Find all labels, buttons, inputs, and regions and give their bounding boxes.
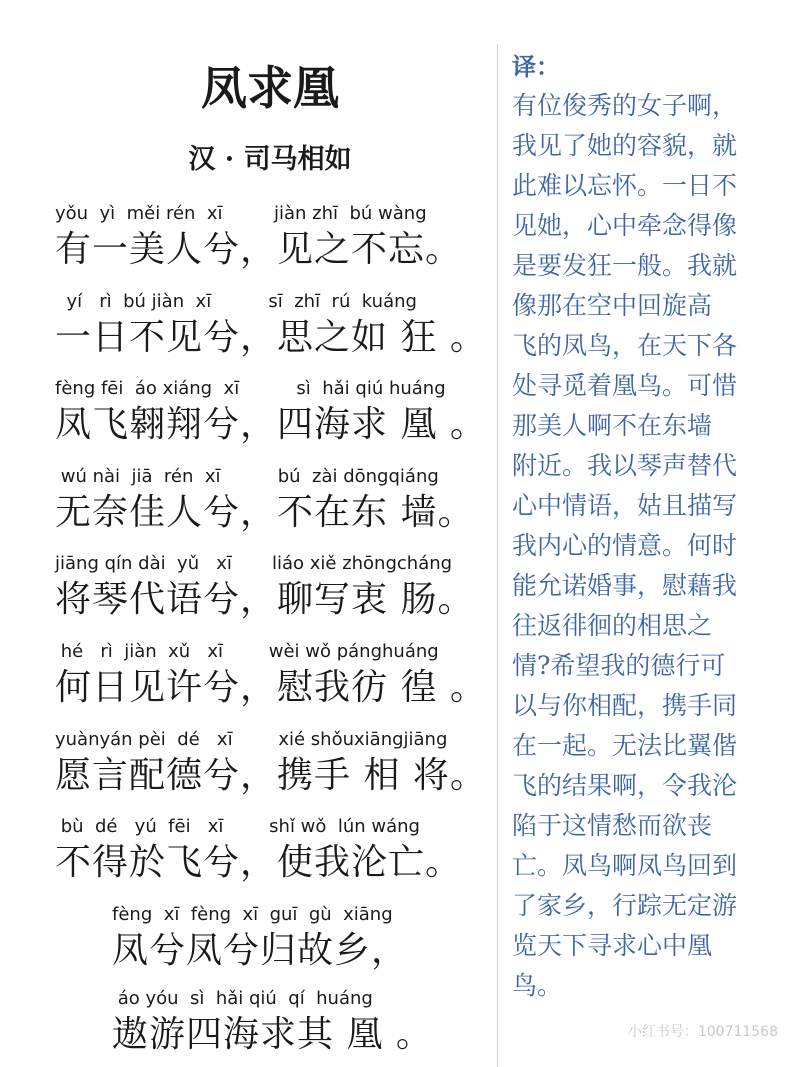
translation-row: 有位俊秀的女子啊， — [512, 91, 738, 120]
hanzi-row: 凤兮凤兮归故乡， — [112, 930, 409, 971]
poem-line — [55, 728, 487, 800]
poem-line — [55, 552, 474, 624]
translation-row: 心中情语，姑且描写 — [512, 491, 738, 520]
translation-row: 附近。我以琴声替代 — [512, 451, 738, 480]
watermark-text: 小红书号：100711568 — [627, 1024, 778, 1040]
translation-row: 此难以忘怀。一日不 — [512, 171, 738, 200]
pinyin-row: fèng xī fèng xī guī gù xiāng — [112, 904, 393, 925]
hanzi-row: 凤飞翱翔兮，四海求 凰 。 — [55, 404, 487, 445]
translation-row: 见她，心中牵念得像 — [512, 211, 738, 240]
hanzi-row: 有一美人兮，见之不忘。 — [55, 229, 463, 270]
hanzi-row: 无奈佳人兮，不在东 墙。 — [55, 492, 475, 533]
poem-line — [112, 987, 433, 1059]
translation-row: 亡。凤鸟啊凤鸟回到 — [512, 851, 738, 880]
pinyin-row: áo yóu sì hǎi qiú qí huáng — [112, 988, 373, 1009]
translation-row: 飞的凤鸟，在天下各 — [512, 331, 738, 360]
translation-panel — [512, 48, 752, 1006]
poem-line — [55, 815, 462, 887]
translation-label: 译： — [512, 52, 560, 81]
translation-row: 在一起。无法比翼偕 — [512, 731, 738, 760]
translation-row: 像那在空中回旋高 — [512, 291, 713, 320]
pinyin-row: jiāng qín dài yǔ xī liáo xiě zhōngcháng — [55, 553, 453, 574]
translation-row: 览天下寻求心中凰 — [512, 931, 713, 960]
hanzi-row: 何日见许兮，慰我彷 徨 。 — [55, 667, 487, 708]
column-divider — [497, 44, 498, 1067]
translation-row: 我见了她的容貌，就 — [512, 131, 738, 160]
hanzi-row: 愿言配德兮，携手 相 将。 — [55, 755, 487, 796]
pinyin-row: yuànyán pèi dé xī xié shǒuxiāngjiāng — [55, 729, 448, 750]
translation-row: 陷于这情愁而欲丧 — [512, 811, 713, 840]
poem-line — [55, 640, 487, 712]
translation-row: 情?希望我的德行可 — [512, 651, 726, 680]
pinyin-row: hé rì jiàn xǔ xī wèi wǒ pánghuáng — [55, 641, 439, 662]
pinyin-row: yǒu yì měi rén xī jiàn zhī bú wàng — [55, 203, 427, 224]
poem-line — [55, 465, 474, 537]
translation-row: 了家乡，行踪无定游 — [512, 891, 738, 920]
hanzi-row: 遨游四海求其 凰 。 — [112, 1014, 433, 1055]
translation-row: 能允诺婚事，慰藉我 — [512, 571, 738, 600]
poem-line — [112, 903, 408, 975]
pinyin-row: fèng fēi áo xiáng xī sì hǎi qiú huáng — [55, 378, 446, 399]
translation-row: 我内心的情意。何时 — [512, 531, 738, 560]
pinyin-row: bù dé yú fēi xī shǐ wǒ lún wáng — [55, 816, 420, 837]
poem-line — [55, 290, 487, 362]
translation-row: 飞的结果啊，令我沦 — [512, 771, 738, 800]
translation-row: 往返徘徊的相思之 — [512, 611, 713, 640]
hanzi-row: 将琴代语兮，聊写衷 肠。 — [55, 579, 475, 620]
pinyin-row: wú nài jiā rén xī bú zài dōngqiáng — [55, 466, 439, 487]
translation-row: 那美人啊不在东墙 — [512, 411, 713, 440]
translation-row: 鸟。 — [512, 971, 563, 1000]
pinyin-row: yí rì bú jiàn xī sī zhī rú kuáng — [55, 291, 417, 312]
translation-text — [512, 86, 752, 1006]
translation-row: 是要发狂一般。我就 — [512, 251, 738, 280]
poem-line — [55, 377, 487, 449]
poem-title: 凤求凰 — [201, 61, 339, 115]
hanzi-row: 一日不见兮，思之如 狂 。 — [55, 317, 487, 358]
poem-line — [55, 202, 462, 274]
hanzi-row: 不得於飞兮，使我沦亡。 — [55, 842, 463, 883]
translation-row: 以与你相配，携手同 — [512, 691, 738, 720]
translation-row: 处寻觅着凰鸟。可惜 — [512, 371, 738, 400]
poem-author: 汉 · 司马相如 — [188, 144, 352, 175]
